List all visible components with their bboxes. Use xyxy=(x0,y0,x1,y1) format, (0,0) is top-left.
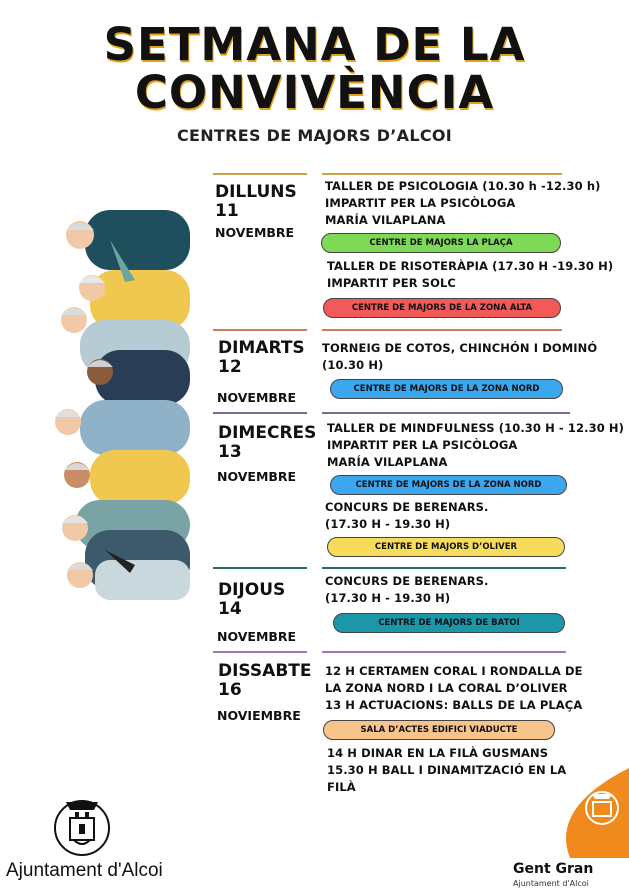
separator-dilluns-left xyxy=(213,173,307,175)
venue-pill: CENTRE DE MAJORS DE LA ZONA NORD xyxy=(330,475,567,495)
day-number: 13 xyxy=(218,442,242,462)
venue-pill: CENTRE DE MAJORS DE BATOI xyxy=(333,613,565,633)
day-name: DIMECRES xyxy=(218,423,317,443)
venue-pill: CENTRE DE MAJORS LA PLAÇA xyxy=(321,233,561,253)
venue-pill: CENTRE DE MAJORS D’OLIVER xyxy=(327,537,565,557)
day-name: DISSABTE xyxy=(218,661,312,681)
separator-dijous-left xyxy=(213,567,307,569)
event-text: CONCURS DE BERENARS. (17.30 H - 19.30 H) xyxy=(325,574,489,605)
venue-pill: CENTRE DE MAJORS DE LA ZONA ALTA xyxy=(323,298,561,318)
separator-dilluns-right xyxy=(322,173,562,175)
separator-dimarts-left xyxy=(213,329,307,331)
ajuntament-alcoi-crest-icon xyxy=(52,794,112,860)
event-text: TALLER DE RISOTERÀPIA (17.30 H -19.30 H) IMPARTIT PER SOLC xyxy=(327,259,614,290)
day-month: NOVIEMBRE xyxy=(217,708,301,723)
separator-dissabte-right xyxy=(322,651,566,653)
day-number: 11 xyxy=(215,201,239,221)
day-month: NOVEMBRE xyxy=(215,225,295,240)
event-text: 12 H CERTAMEN CORAL I RONDALLA DE LA ZONA NORD I LA CORAL D’OLIVER 13 H ACTUACIONS: BALLS DE LA PLAÇA xyxy=(325,664,583,712)
ajuntament-label: Ajuntament d'Alcoi xyxy=(6,860,163,881)
event-text: 14 H DINAR EN LA FILÀ GUSMANS 15.30 H BALL I DINAMITZACIÓ EN LA FILÀ xyxy=(327,746,567,794)
venue-pill: SALA D’ACTES EDIFICI VIADUCTE xyxy=(323,720,555,740)
title-line-2: CONVIVÈNCIA xyxy=(134,66,495,119)
venue-pill: CENTRE DE MAJORS DE LA ZONA NORD xyxy=(330,379,563,399)
day-month: NOVEMBRE xyxy=(217,390,297,405)
separator-dijous-right xyxy=(322,567,566,569)
subtitle: CENTRES DE MAJORS D’ALCOI xyxy=(176,126,453,145)
day-number: 12 xyxy=(218,357,242,377)
day-name: DILLUNS xyxy=(215,182,297,202)
day-number: 16 xyxy=(218,680,242,700)
event-text: TORNEIG DE COTOS, CHINCHÓN I DOMINÓ (10.30 H) xyxy=(322,341,598,372)
event-text: TALLER DE MINDFULNESS (10.30 H - 12.30 H) IMPARTIT PER LA PSICÒLOGA MARÍA VILAPLANA xyxy=(327,421,624,469)
gent-gran-label: Gent Gran xyxy=(513,861,594,877)
gent-gran-crest-icon xyxy=(550,768,629,858)
elderly-people-illustration xyxy=(50,200,190,610)
day-name: DIJOUS xyxy=(218,580,286,600)
event-text: CONCURS DE BERENARS. (17.30 H - 19.30 H) xyxy=(325,500,489,531)
gent-gran-sublabel: Ajuntament d'Alcoi xyxy=(513,879,589,888)
day-name: DIMARTS xyxy=(218,338,305,358)
day-number: 14 xyxy=(218,599,242,619)
day-month: NOVEMBRE xyxy=(217,469,297,484)
separator-dimecres-left xyxy=(213,412,307,414)
separator-dissabte-left xyxy=(213,651,307,653)
separator-dimecres-right xyxy=(322,412,570,414)
day-month: NOVEMBRE xyxy=(217,629,297,644)
separator-dimarts-right xyxy=(322,329,562,331)
event-text: TALLER DE PSICOLOGIA (10.30 h -12.30 h) IMPARTIT PER LA PSICÒLOGA MARÍA VILAPLANA xyxy=(325,179,601,227)
title-line-1: SETMANA DE LA xyxy=(103,18,526,71)
